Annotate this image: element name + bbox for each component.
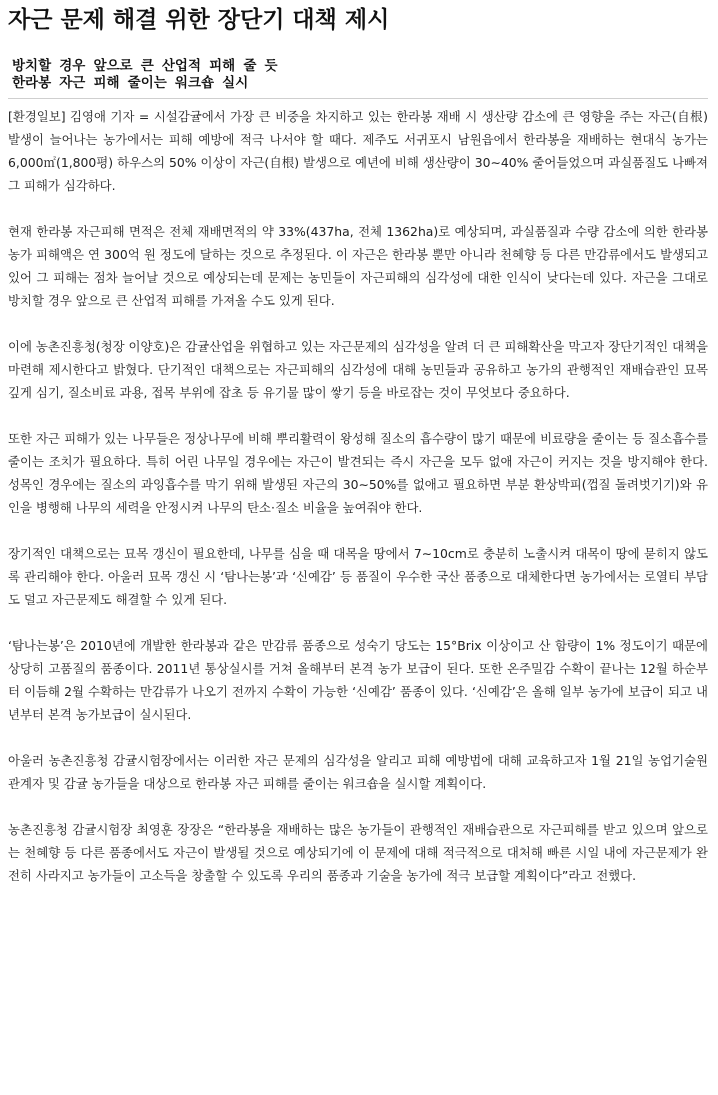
paragraph-2: 현재 한라봉 자근피해 면적은 전체 재배면적의 약 33%(437ha, 전체 1362ha)로 예상되며, 과실품질과 수량 감소에 의한 한라봉 농가 피해액은 연 300억 원 정도에 달하는 것으로 추정된다. 이 자근은 한라봉 뿐만 아니라 천혜향 등 다른 만감류에서도 발생되고 있어 그 피해는 점차 늘어날 것으로 예상되는데 문제는 농민들이 자근피해의 심각성에 대한 인식이 낮다는데 있다. 자근을 그대로 방치할 경우 앞으로 큰 산업적 피해를 가져올 수도 있게 된다.: [8, 224, 708, 308]
paragraph-7: 아울러 농촌진흥청 감귤시험장에서는 이러한 자근 문제의 심각성을 알리고 피해 예방법에 대해 교육하고자 1월 21일 농업기술원 관계자 및 감귤 농가들을 대상으로 한라봉 자근 피해를 줄이는 워크숍을 실시할 계획이다.: [8, 753, 708, 791]
subheadline-line-1: 방치할 경우 앞으로 큰 산업적 피해 줄 듯: [12, 58, 278, 74]
paragraph-8: 농촌진흥청 감귤시험장 최영훈 장장은 “한라봉을 재배하는 많은 농가들이 관행적인 재배습관으로 자근피해를 받고 있으며 앞으로는 천혜향 등 다른 품종에서도 자근이 발생될 것으로 예상되기에 이 문제에 대해 적극적으로 대처해 빠른 시일 내에 자근문제가 완전히 사라지고 농가들이 고소득을 창출할 수 있도록 우리의 품종과 기술을 농가에 적극 보급할 계획이다”라고 전했다.: [8, 822, 708, 883]
article-subheadline: [12, 58, 708, 92]
article-headline: 자근 문제 해결 위한 장단기 대책 제시: [8, 7, 390, 33]
paragraph-6: ‘탐나는봉’은 2010년에 개발한 한라봉과 같은 만감류 품종으로 성숙기 당도는 15°Brix 이상이고 산 함량이 1% 정도이기 때문에 상당히 고품질의 품종이다. 2011년 통상실시를 거쳐 올해부터 본격 농가 보급이 된다. 또한 온주밀감 수확이 끝나는 12월 하순부터 이듬해 2월 수확하는 만감류가 나오기 전까지 수확이 가능한 ‘신예감’ 품종이 있다. ‘신예감’은 올해 일부 농가에 보급이 되고 내년부터 본격 농가보급이 실시된다.: [8, 638, 708, 722]
paragraph-1: [환경일보] 김영애 기자 = 시설감귤에서 가장 큰 비중을 차지하고 있는 한라봉 재배 시 생산량 감소에 큰 영향을 주는 자근(自根) 발생이 늘어나는 농가에서는 피해 예방에 적극 나서야 할 때다. 제주도 서귀포시 남원읍에서 한라봉을 재배하는 현대식 농가는 6,000㎡(1,800평) 하우스의 50% 이상이 자근(自根) 발생으로 예년에 비해 생산량이 30∼40% 줄어들었으며 과실품질도 나빠져 그 피해가 심각하다.: [8, 109, 708, 193]
paragraph-5: 장기적인 대책으로는 묘목 갱신이 필요한데, 나무를 심을 때 대목을 땅에서 7∼10cm로 충분히 노출시켜 대목이 땅에 묻히지 않도록 관리해야 한다. 아울러 묘목 갱신 시 ‘탐나는봉’과 ‘신예감’ 등 품질이 우수한 국산 품종으로 대체한다면 농가에서는 로열티 부담도 덜고 자근문제도 해결할 수 있게 된다.: [8, 546, 708, 607]
divider: [8, 98, 708, 99]
paragraph-3: 이에 농촌진흥청(청장 이양호)은 감귤산업을 위협하고 있는 자근문제의 심각성을 알려 더 큰 피해확산을 막고자 장단기적인 대책을 마련해 제시한다고 밝혔다. 단기적인 대책으로는 자근피해의 심각성에 대해 농민들과 공유하고 농가의 관행적인 재배습관인 묘목 깊게 심기, 질소비료 과용, 접목 부위에 잡초 등 유기물 많이 쌓기 등을 바로잡는 것이 무엇보다 중요하다.: [8, 339, 708, 400]
article-body: [8, 105, 708, 887]
subheadline-line-2: 한라봉 자근 피해 줄이는 워크숍 실시: [12, 75, 249, 91]
paragraph-4: 또한 자근 피해가 있는 나무들은 정상나무에 비해 뿌리활력이 왕성해 질소의 흡수량이 많기 때문에 비료량을 줄이는 등 질소흡수를 줄이는 조치가 필요하다. 특히 어린 나무일 경우에는 자근이 발견되는 즉시 자근을 모두 없애 자근이 커지는 것을 방지해야 한다. 성목인 경우에는 질소의 과잉흡수를 막기 위해 발생된 자근의 30∼50%를 없애고 필요하면 부분 환상박피(껍질 돌려벗기기)와 유인을 병행해 나무의 세력을 안정시켜 나무의 탄소·질소 비율을 높여줘야 한다.: [8, 431, 708, 515]
article: [8, 4, 708, 910]
